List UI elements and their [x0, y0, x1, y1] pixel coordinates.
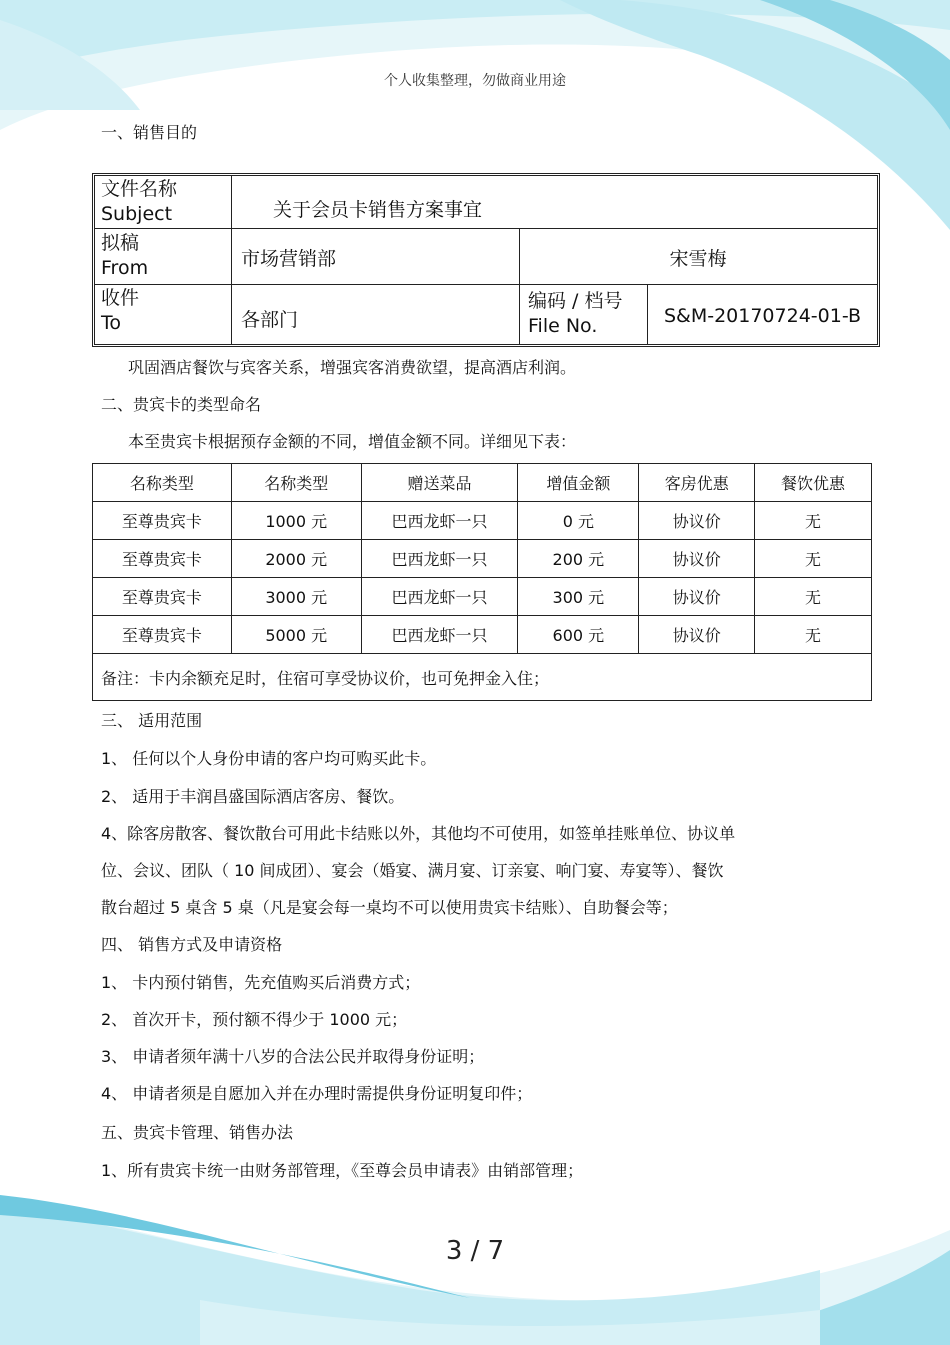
section-4-item: 2、 首次开卡，预付额不得少于 1000 元； — [101, 1010, 408, 1029]
section-4-item: 1、 卡内预付销售，先充值购买后消费方式； — [101, 973, 421, 992]
table-cell: 巴西龙虾一只 — [361, 616, 518, 654]
table-row — [93, 578, 872, 616]
file-no-label-cn: 编码 / 档号 — [528, 290, 623, 312]
table-cell: 协议价 — [639, 502, 755, 540]
section-3-item: 位、会议、团队（ 10 间成团）、宴会（婚宴、满月宴、订亲宴、响门宴、寿宴等）、餐饮 — [101, 861, 724, 880]
memo-header-table — [92, 173, 880, 347]
table-cell: 无 — [755, 616, 872, 654]
table-row — [93, 502, 872, 540]
table-cell: 巴西龙虾一只 — [361, 540, 518, 578]
header-cell: 餐饮优惠 — [755, 464, 872, 502]
table-cell: 至尊贵宾卡 — [93, 616, 232, 654]
table-cell: 无 — [755, 540, 872, 578]
section-2-intro: 本至贵宾卡根据预存金额的不同，增值金额不同。详细见下表： — [128, 432, 577, 451]
section-3-item: 2、 适用于丰润昌盛国际酒店客房、餐饮。 — [101, 787, 405, 806]
page-number: 3 / 7 — [445, 1236, 505, 1266]
table-cell: 无 — [755, 502, 872, 540]
table-cell: 2000 元 — [231, 540, 361, 578]
table-note-row — [93, 654, 872, 701]
table-cell: 至尊贵宾卡 — [93, 502, 232, 540]
memo-divider — [95, 228, 877, 229]
table-cell: 600 元 — [518, 616, 639, 654]
subject-value: 关于会员卡销售方案事宜 — [273, 199, 483, 221]
table-row — [93, 540, 872, 578]
table-cell: 协议价 — [639, 578, 755, 616]
table-cell: 巴西龙虾一只 — [361, 578, 518, 616]
table-cell: 1000 元 — [231, 502, 361, 540]
subject-label — [101, 177, 177, 227]
section-4-title: 四、 销售方式及申请资格 — [101, 935, 283, 954]
table-cell: 0 元 — [518, 502, 639, 540]
memo-divider — [231, 176, 232, 344]
section-5-title: 五、贵宾卡管理、销售办法 — [101, 1123, 294, 1142]
table-cell: 5000 元 — [231, 616, 361, 654]
to-value: 各部门 — [241, 309, 299, 331]
table-cell: 3000 元 — [231, 578, 361, 616]
memo-divider — [95, 284, 877, 285]
header-note: 个人收集整理，勿做商业用途 — [384, 73, 566, 89]
table-cell: 无 — [755, 578, 872, 616]
header-cell: 增值金额 — [518, 464, 639, 502]
table-note: 备注：卡内余额充足时，住宿可享受协议价，也可免押金入住； — [93, 654, 872, 701]
table-cell: 200 元 — [518, 540, 639, 578]
header-cell: 客房优惠 — [639, 464, 755, 502]
subject-label-cn: 文件名称 — [101, 178, 178, 200]
section-5-item: 1、所有贵宾卡统一由财务部管理，《至尊会员申请表》由销部管理； — [101, 1161, 584, 1180]
from-label-en: From — [101, 257, 149, 279]
card-type-table — [92, 463, 872, 701]
table-row — [93, 616, 872, 654]
table-cell: 巴西龙虾一只 — [361, 502, 518, 540]
to-label-cn: 收件 — [101, 287, 140, 309]
from-label — [101, 231, 148, 281]
from-label-cn: 拟稿 — [101, 232, 140, 254]
to-label-en: To — [101, 312, 122, 334]
header-cell: 名称类型 — [231, 464, 361, 502]
section-3-item: 散台超过 5 桌含 5 桌（凡是宴会每一桌均不可以使用贵宾卡结账）、自助餐会等； — [101, 898, 678, 917]
section-1-title: 一、销售目的 — [101, 123, 198, 142]
table-cell: 协议价 — [639, 540, 755, 578]
section-3-title: 三、 适用范围 — [101, 711, 203, 730]
table-header-row — [93, 464, 872, 502]
table-cell: 协议价 — [639, 616, 755, 654]
section-3-item: 1、 任何以个人身份申请的客户均可购买此卡。 — [101, 749, 437, 768]
file-no-label — [528, 289, 622, 339]
section-3-item: 4、除客房散客、餐饮散台可用此卡结账以外，其他均不可使用，如签单挂账单位、协议单 — [101, 824, 736, 843]
section-4-item: 4、 申请者须是自愿加入并在办理时需提供身份证明复印件； — [101, 1084, 533, 1103]
header-cell: 名称类型 — [93, 464, 232, 502]
section-4-item: 3、 申请者须年满十八岁的合法公民并取得身份证明； — [101, 1047, 485, 1066]
purpose-text: 巩固酒店餐饮与宾客关系，增强宾客消费欲望，提高酒店利润。 — [128, 358, 577, 377]
from-department: 市场营销部 — [241, 248, 337, 270]
header-cell: 赠送菜品 — [361, 464, 518, 502]
from-person: 宋雪梅 — [669, 248, 727, 270]
section-2-title: 二、贵宾卡的类型命名 — [101, 395, 262, 414]
subject-label-en: Subject — [101, 203, 173, 225]
file-no-label-en: File No. — [528, 315, 598, 337]
table-cell: 至尊贵宾卡 — [93, 540, 232, 578]
table-cell: 至尊贵宾卡 — [93, 578, 232, 616]
to-label — [101, 286, 139, 336]
file-no-value: S&M-20170724-01-B — [663, 305, 862, 327]
table-cell: 300 元 — [518, 578, 639, 616]
